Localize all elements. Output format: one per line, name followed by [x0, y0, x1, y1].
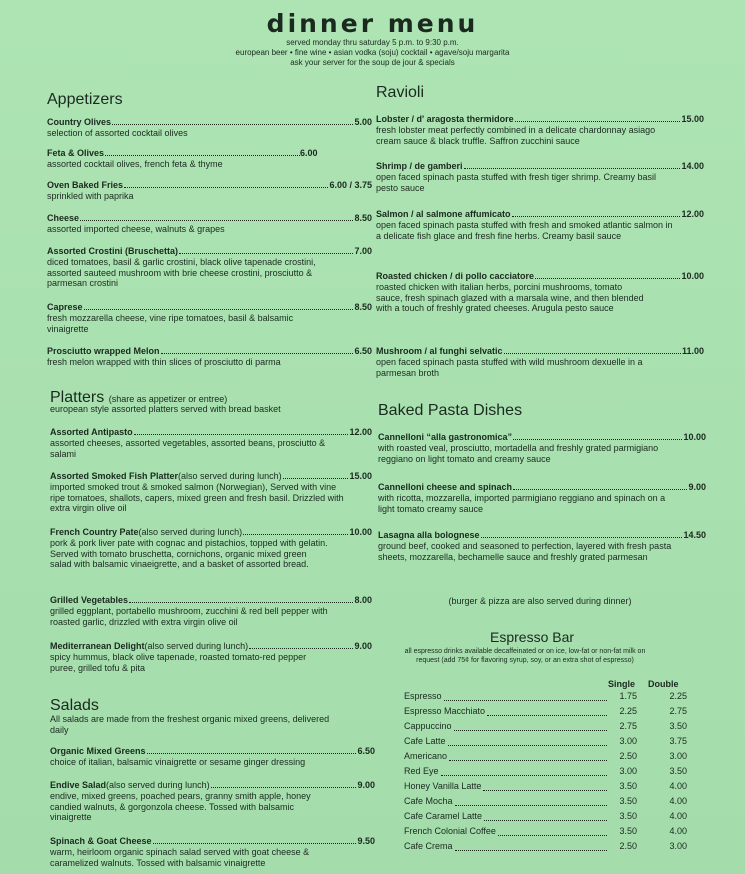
drink-name: French Colonial Coffee — [404, 826, 496, 836]
burger-pizza-note: (burger & pizza are also served during dinner) — [448, 596, 632, 606]
item-desc: with roasted veal, prosciutto, mortadella and freshly grated parmigiano reggiano on light tomato and creamy sauce — [378, 443, 659, 464]
single-price: 2.75 — [619, 721, 637, 731]
item-desc: pork & pork liver pate with cognac and pistachios, topped with gelatin. Served with tomato bruschetta, cornichons, organic mixed green salad with balsamic vinaeigrette, and a basket of assorted bread. — [50, 538, 328, 569]
espresso-row — [404, 736, 687, 750]
item-price: 15.00 — [349, 471, 372, 481]
item-name: Grilled Vegetables — [50, 595, 129, 605]
single-price: 2.50 — [619, 751, 637, 761]
platters-note: (share as appetizer or entree) — [108, 394, 228, 404]
soup-line: ask your server for the soup de jour & specials — [290, 58, 455, 67]
menu-title: dinner menu — [266, 9, 479, 38]
item-price: 9.00 — [688, 482, 706, 492]
item-name: Cheese — [47, 213, 80, 223]
double-price: 2.25 — [669, 691, 687, 701]
item-price: 6.00 / 3.75 — [329, 180, 372, 190]
menu-item: Endive Salad (also served during lunch) 9.00 endive, mixed greens, poached pears, granny smith apple, honey candied walnuts, & gorgonzola cheese. Tossed with balsamic vinaigrette — [50, 780, 375, 822]
item-price: 9.00 — [357, 780, 375, 790]
espresso-row — [404, 721, 687, 735]
espresso-row — [404, 766, 687, 780]
item-price: 10.00 — [681, 271, 704, 281]
double-price: 3.50 — [669, 721, 687, 731]
item-name: Organic Mixed Greens — [50, 746, 146, 756]
item-price: 6.50 — [354, 346, 372, 356]
item-name: Caprese — [47, 302, 83, 312]
single-price: 3.50 — [619, 826, 637, 836]
menu-item — [376, 209, 704, 241]
espresso-row — [404, 811, 687, 825]
baked-title: Baked Pasta Dishes — [378, 402, 523, 419]
menu-item: Mediterranean Delight (also served during lunch) 9.00 spicy hummus, black olive tapenade, roasted tomato-red pepper puree, grilled tofu & pita — [50, 641, 372, 673]
espresso-row — [404, 841, 687, 855]
menu-item — [47, 148, 372, 170]
item-name: Shrimp / de gamberi — [376, 161, 463, 171]
item-desc: fresh melon wrapped with thin slices of prosciutto di parma — [47, 357, 281, 367]
item-desc: open faced spinach pasta stuffed with wild mushroom dexuelle in a parmesan broth — [376, 357, 643, 378]
menu-item — [376, 346, 704, 378]
single-price: 3.50 — [619, 781, 637, 791]
double-price: 4.00 — [669, 781, 687, 791]
double-price: 3.00 — [669, 841, 687, 851]
item-name: Spinach & Goat Cheese — [50, 836, 152, 846]
single-price: 2.25 — [619, 706, 637, 716]
item-desc: imported smoked trout & smoked salmon (Norwegian), Served with vine ripe tomatoes, shallots, capers, mixed green and fresh basil. Drizzled with extra virgin olive oil — [50, 482, 344, 513]
item-name: Endive Salad — [50, 780, 107, 790]
item-name: Cannelloni “alla gastronomica” — [378, 432, 513, 442]
item-name: Mushroom / al funghi selvatic — [376, 346, 503, 356]
item-desc: choice of italian, balsamic vinaigrette or sesame ginger dressing — [50, 757, 306, 767]
item-price: 9.00 — [354, 641, 372, 651]
item-price: 8.50 — [354, 302, 372, 312]
espresso-row — [404, 796, 687, 810]
menu-item — [47, 117, 372, 139]
item-desc: spicy hummus, black olive tapenade, roasted tomato-red pepper puree, grilled tofu & pita — [50, 652, 307, 673]
menu-item — [376, 161, 704, 193]
item-price: 6.00 — [300, 148, 318, 158]
drink-name: Cafe Mocha — [404, 796, 453, 806]
drink-name: Red Eye — [404, 766, 439, 776]
item-desc: fresh lobster meat perfectly combined in a delicate chardonnay asiago cream sauce & black truffle. Saffron zucchini sauce — [376, 125, 656, 146]
double-label: Double — [648, 679, 679, 689]
item-price: 14.50 — [683, 530, 706, 540]
menu-item — [50, 836, 375, 868]
item-price: 5.00 — [354, 117, 372, 127]
espresso-row — [404, 781, 687, 795]
item-name: Mediterranean Delight — [50, 641, 145, 651]
item-name: Lobster / d' aragosta thermidore — [376, 114, 514, 124]
drink-name: Espresso Macchiato — [404, 706, 486, 716]
item-desc: assorted cheeses, assorted vegetables, assorted beans, prosciutto & salami — [50, 438, 326, 459]
item-name: French Country Pate — [50, 527, 139, 537]
item-price: 11.00 — [681, 346, 704, 356]
single-price: 3.00 — [619, 766, 637, 776]
double-price: 2.75 — [669, 706, 687, 716]
menu-item — [47, 213, 372, 235]
menu-item — [376, 114, 704, 146]
espresso-row — [404, 691, 687, 705]
drink-name: Espresso — [404, 691, 442, 701]
double-price: 3.50 — [669, 766, 687, 776]
item-desc: warm, heirloom organic spinach salad served with goat cheese & caramelized walnuts. Tossed with balsamic vinaigrette — [50, 847, 310, 868]
item-desc: ground beef, cooked and seasoned to perfection, layered with fresh pasta sheets, mozzarella, bechamelle sauce and freshly grated parmesan — [378, 541, 672, 562]
double-price: 4.00 — [669, 826, 687, 836]
single-label: Single — [608, 679, 636, 689]
menu-item — [376, 271, 704, 314]
menu-item — [47, 246, 372, 289]
espresso-title: Espresso Bar — [490, 629, 575, 645]
item-desc: endive, mixed greens, poached pears, granny smith apple, honey candied walnuts, & gorgonzola cheese. Tossed with balsamic vinaigrette — [50, 791, 311, 822]
item-name: Roasted chicken / di pollo cacciatore — [376, 271, 535, 281]
item-desc: diced tomatoes, basil & garlic crostini, black olive tapenade crostini, assorted sauteed mushroom with brie cheese crostini, prosciutto & parmesan crostini — [47, 257, 316, 288]
double-price: 3.00 — [669, 751, 687, 761]
menu-item — [378, 432, 706, 464]
item-desc: roasted chicken with italian herbs, porcini mushrooms, tomato sauce, fresh spinach glazed with a marsala wine, and then blended with a touch of freshly grated cheeses. Arugula pesto sauce — [376, 282, 644, 313]
ravioli-title: Ravioli — [376, 84, 425, 101]
single-price: 3.00 — [619, 736, 637, 746]
drink-name: Americano — [404, 751, 448, 761]
menu-item — [50, 746, 375, 768]
menu-item — [47, 346, 372, 368]
menu-item — [50, 427, 372, 459]
item-price: 15.00 — [681, 114, 704, 124]
item-price: 8.50 — [354, 213, 372, 223]
double-price: 3.75 — [669, 736, 687, 746]
single-price: 3.50 — [619, 811, 637, 821]
drink-name: Cafe Latte — [404, 736, 446, 746]
service-hours: served monday thru saturday 5 p.m. to 9:30 p.m. — [286, 38, 459, 47]
platters-title-text: Platters — [50, 389, 105, 406]
item-name: Country Olives — [47, 117, 112, 127]
item-desc: fresh mozzarella cheese, vine ripe tomatoes, basil & balsamic vinaigrette — [47, 313, 294, 334]
item-price: 10.00 — [349, 527, 372, 537]
item-name: Assorted Smoked Fish Platter — [50, 471, 179, 481]
item-name: Assorted Antipasto — [50, 427, 133, 437]
menu-item: Assorted Smoked Fish Platter (also served during lunch) 15.00 imported smoked trout & smoked salmon (Norwegian), Served with vine ripe tomatoes, shallots, capers, mixed green and fresh basil. Drizzled with extra virgin olive oil — [50, 471, 372, 513]
item-name: Prosciutto wrapped Melon — [47, 346, 160, 356]
item-price: 7.00 — [354, 246, 372, 256]
item-desc: sprinkled with paprika — [47, 191, 134, 201]
item-price: 12.00 — [349, 427, 372, 437]
drink-name: Cafe Crema — [404, 841, 453, 851]
item-price: 6.50 — [357, 746, 375, 756]
espresso-note: all espresso drinks available decaffeinated or on ice, low-fat or non-fat milk on request (add 75¢ for flavoring syrup, soy, or an extra shot of espresso) — [404, 648, 646, 664]
salads-title: Salads — [50, 697, 99, 714]
item-name: Oven Baked Fries — [47, 180, 124, 190]
item-name: Assorted Crostini (Bruschetta) — [47, 246, 179, 256]
salads-desc: All salads are made from the freshest organic mixed greens, delivered daily — [50, 714, 330, 735]
drink-name: Cafe Caramel Latte — [404, 811, 483, 821]
item-desc: assorted cocktail olives, french feta & thyme — [47, 159, 223, 169]
item-price: 14.00 — [681, 161, 704, 171]
single-price: 3.50 — [619, 796, 637, 806]
espresso-row — [404, 751, 687, 765]
menu-item — [50, 595, 372, 627]
item-desc: open faced spinach pasta stuffed with fresh and smoked atlantic salmon in a delicate fish glace and fresh fine herbs. Creamy basil sauce — [376, 220, 673, 241]
drink-name: Cappuccino — [404, 721, 452, 731]
item-desc: assorted imported cheese, walnuts & grapes — [47, 224, 225, 234]
espresso-row — [404, 826, 687, 840]
item-desc: selection of assorted cocktail olives — [47, 128, 188, 138]
item-name: Cannelloni cheese and spinach — [378, 482, 513, 492]
item-price: 12.00 — [681, 209, 704, 219]
drink-name: Honey Vanilla Latte — [404, 781, 482, 791]
item-name: Lasagna alla bolognese — [378, 530, 480, 540]
menu-header — [0, 10, 745, 68]
single-price: 1.75 — [619, 691, 637, 701]
item-desc: with ricotta, mozzarella, imported parmigiano reggiano and spinach on a light tomato creamy sauce — [378, 493, 666, 514]
menu-item — [378, 530, 706, 562]
platters-desc: european style assorted platters served with bread basket — [50, 404, 281, 414]
item-price: 8.00 — [354, 595, 372, 605]
appetizers-title: Appetizers — [47, 91, 123, 108]
single-price: 2.50 — [619, 841, 637, 851]
item-desc: open faced spinach pasta stuffed with fresh tiger shrimp. Creamy basil pesto sauce — [376, 172, 656, 193]
item-desc: grilled eggplant, portabello mushroom, zucchini & red bell pepper with roasted garlic, drizzled with extra virgin olive oil — [50, 606, 328, 627]
drinks-line: european beer • fine wine • asian vodka (soju) cocktail • agave/soju margarita — [235, 48, 510, 57]
espresso-row — [404, 706, 687, 720]
menu-item: French Country Pate (also served during lunch) 10.00 pork & pork liver pate with cognac and pistachios, topped with gelatin. Served with tomato bruschetta, cornichons, organic mixed green salad with balsamic vinaeigrette, and a basket of assorted bread. — [50, 527, 372, 569]
menu-item — [378, 482, 706, 514]
item-name: Salmon / al salmone affumicato — [376, 209, 511, 219]
item-price: 10.00 — [683, 432, 706, 442]
menu-item — [47, 302, 372, 334]
menu-item — [47, 180, 372, 202]
double-price: 4.00 — [669, 796, 687, 806]
double-price: 4.00 — [669, 811, 687, 821]
item-name: Feta & Olives — [47, 148, 105, 158]
item-price: 9.50 — [357, 836, 375, 846]
